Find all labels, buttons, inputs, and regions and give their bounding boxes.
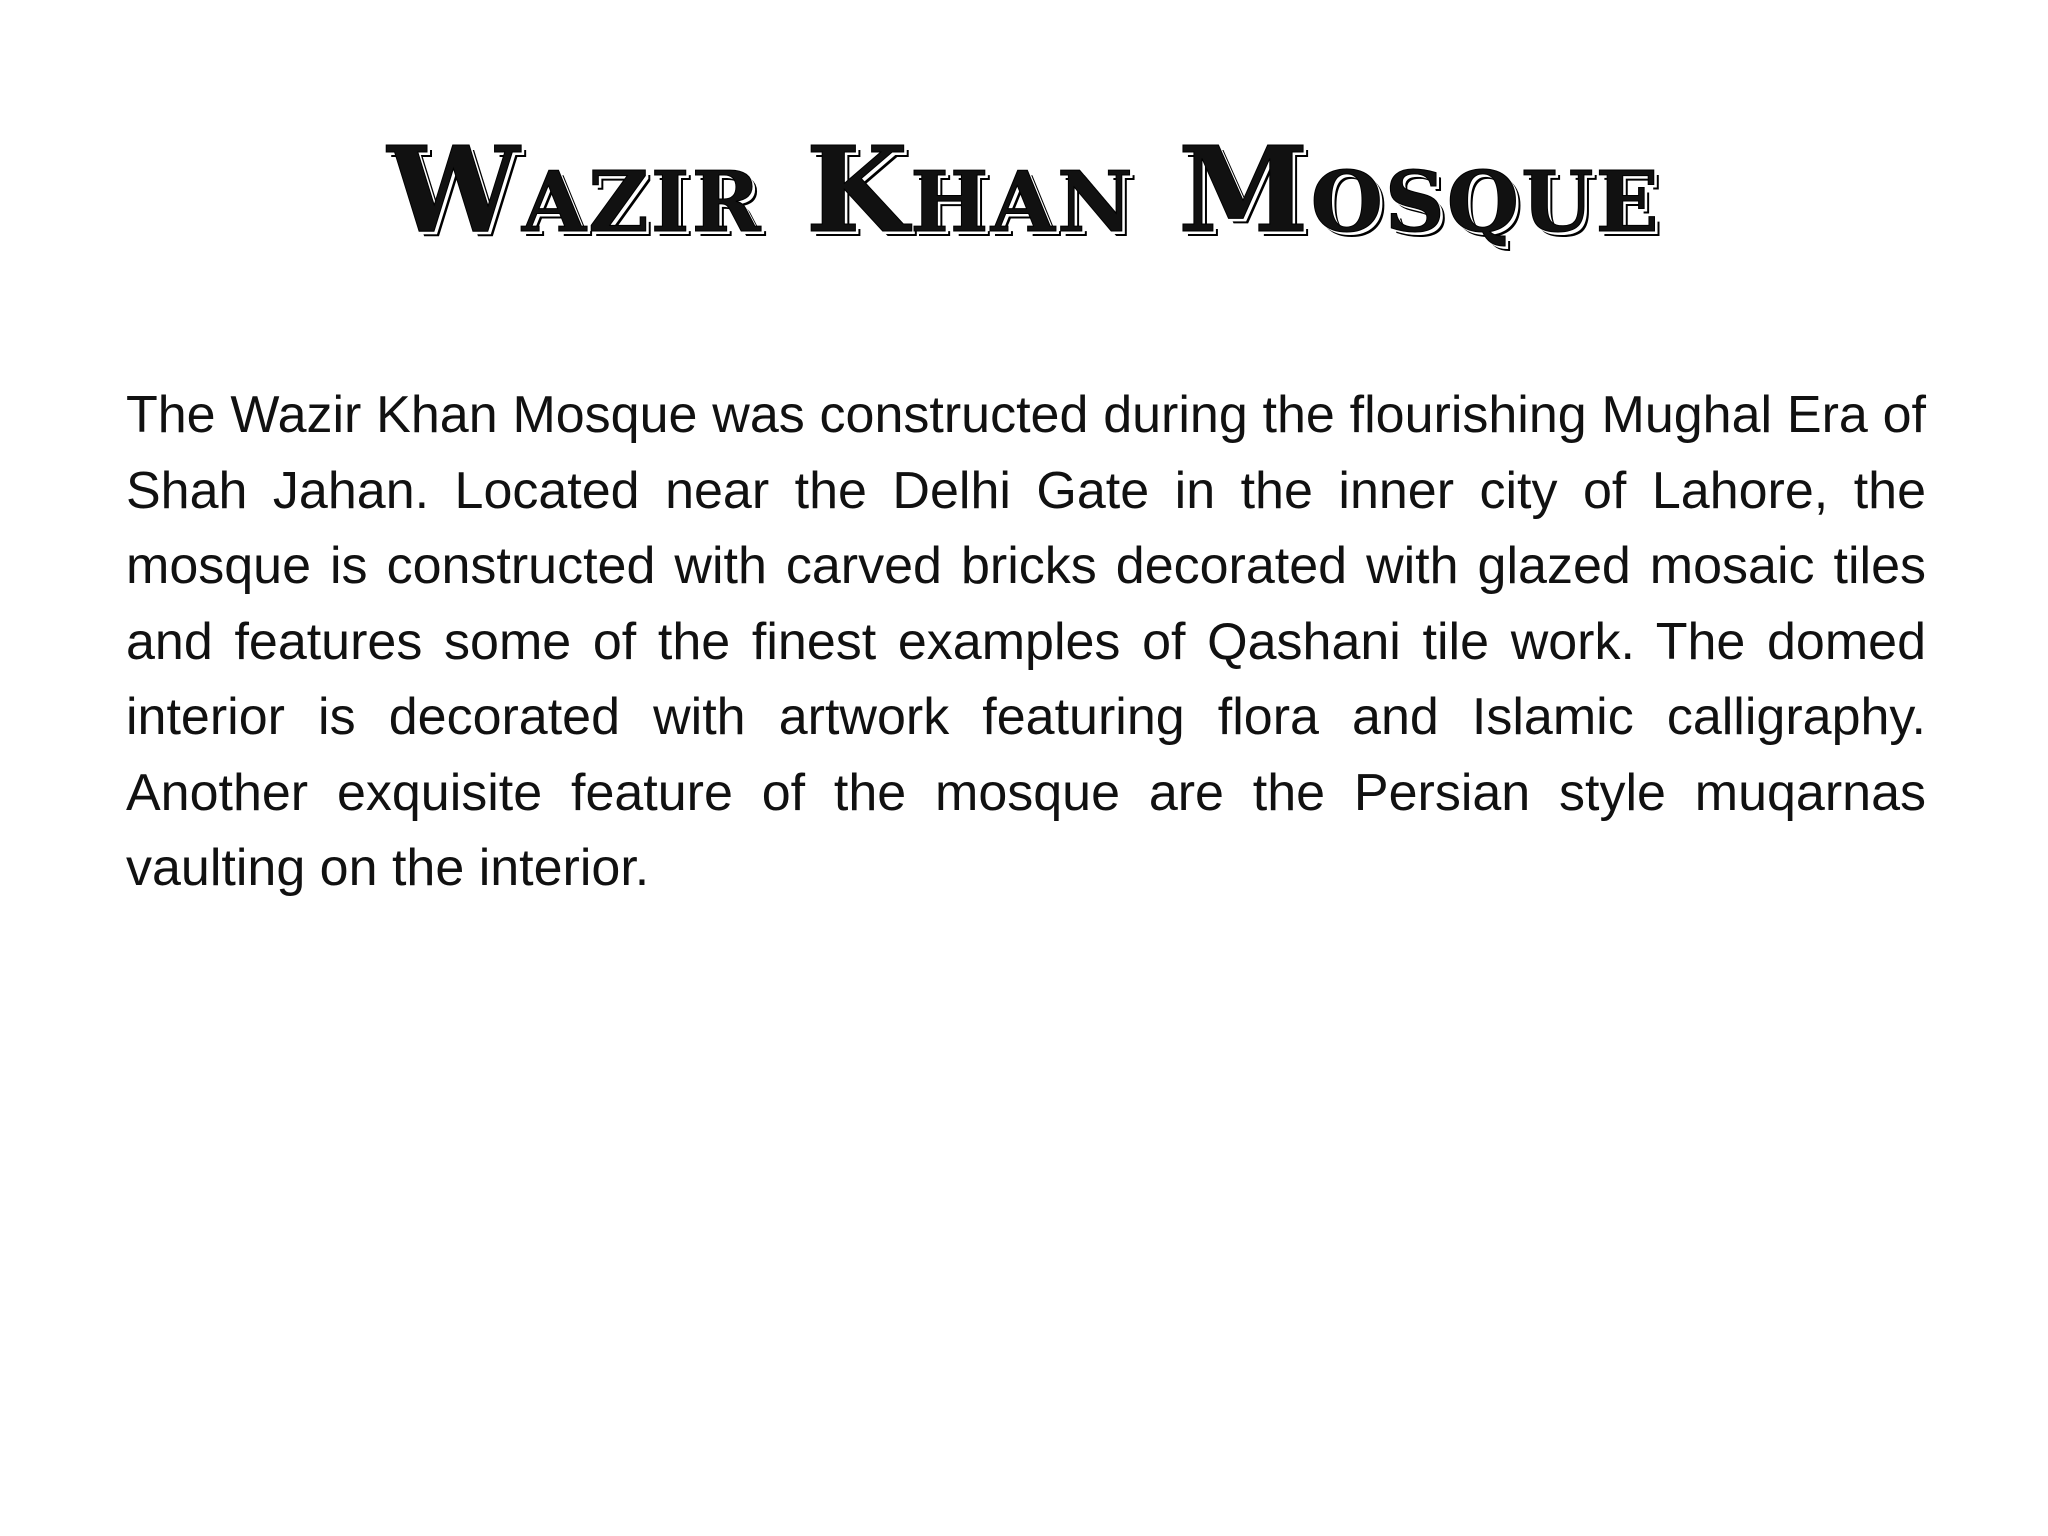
slide-title: Wazir Khan Mosque	[387, 120, 1661, 259]
slide-body-paragraph: The Wazir Khan Mosque was constructed during the flourishing Mughal Era of Shah Jahan. Located near the Delhi Gate in the inner city of Lahore, the mosque is constructed with carved bricks decorated with glazed mosaic tiles and features some of the finest examples of Qashani tile work. The domed interior is decorated with artwork featuring flora and Islamic calligraphy. Another exquisite feature of the mosque are the Persian style muqarnas vaulting on the interior.	[126, 386, 1926, 897]
